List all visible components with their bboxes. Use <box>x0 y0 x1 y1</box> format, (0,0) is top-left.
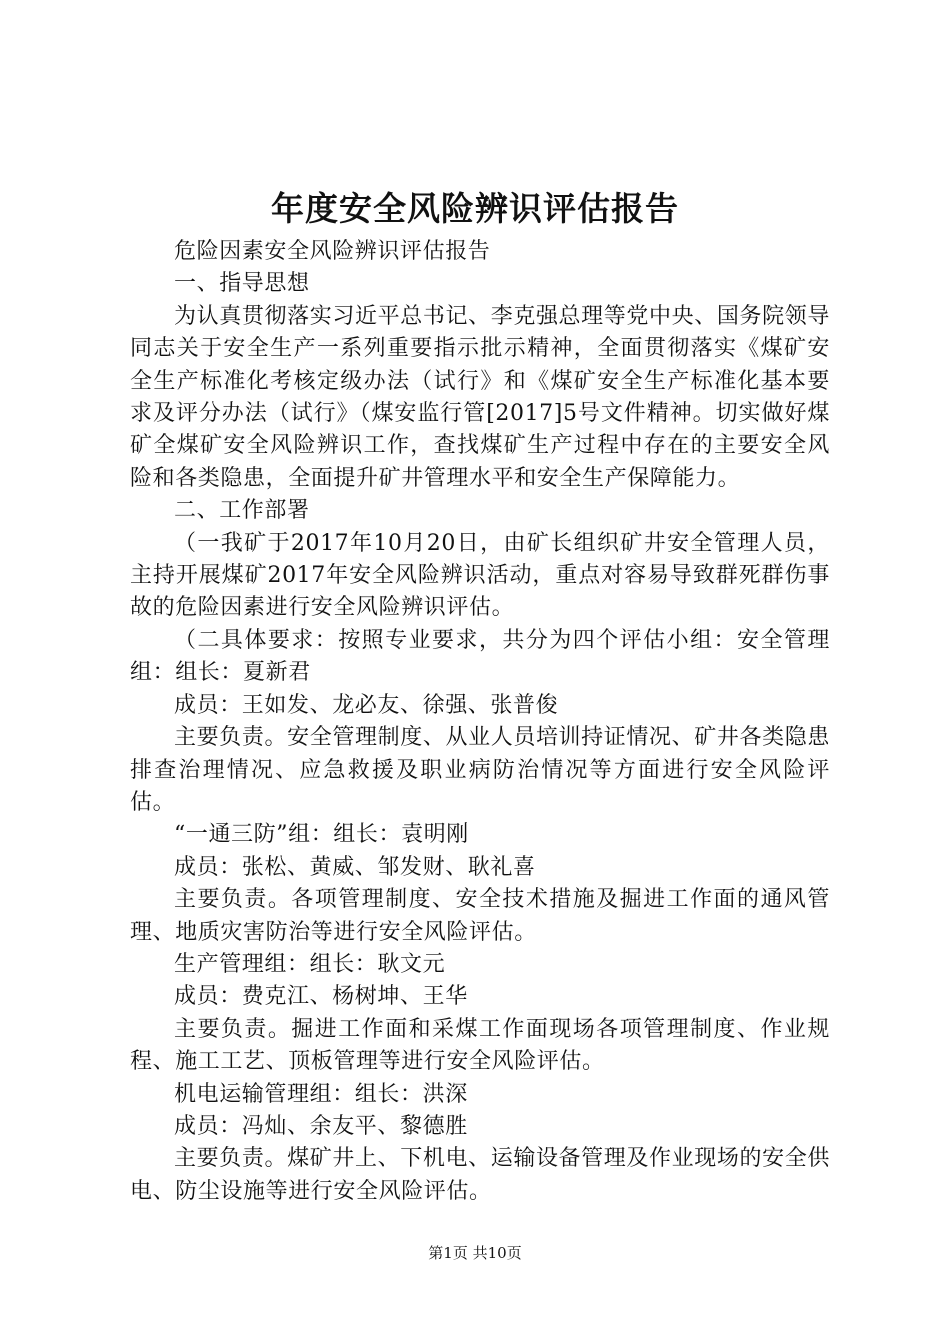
paragraph-guiding-ideology: 为认真贯彻落实习近平总书记、李克强总理等党中央、国务院领导同志关于安全生产一系列重要指示批示精神，全面贯彻落实《煤矿安全生产标准化考核定级办法（试行》和《煤矿安全生产标准化基本要求及评分办法（试行》（煤安监行管[2017]5号文件精神。切实做好煤矿全煤矿安全风险辨识工作，查找煤矿生产过程中存在的主要安全风险和各类隐患，全面提升矿井管理水平和安全生产保障能力。 <box>130 303 830 491</box>
document-body <box>130 236 830 1208</box>
paragraph-production-duties: 主要负责。掘进工作面和采煤工作面现场各项管理制度、作业规程、施工工艺、顶板管理等进行安全风险评估。 <box>130 1016 830 1075</box>
page-number-footer: 第1页 共10页 <box>428 1244 522 1262</box>
section-heading-work-deployment: 二、工作部署 <box>174 498 310 524</box>
paragraph-ventilation-duties: 主要负责。各项管理制度、安全技术措施及掘进工作面的通风管理、地质灾害防治等进行安全风险评估。 <box>130 887 830 945</box>
paragraph-safety-members: 成员：王如发、龙必友、徐强、张普俊 <box>174 692 559 718</box>
paragraph-electromech-group: 机电运输管理组：组长：洪深 <box>174 1081 468 1107</box>
paragraph-safety-duties: 主要负责。安全管理制度、从业人员培训持证情况、矿井各类隐患排查治理情况、应急救援及职业病防治情况等方面进行安全风险评估。 <box>130 725 830 815</box>
paragraph-electromech-duties: 主要负责。煤矿井上、下机电、运输设备管理及作业现场的安全供电、防尘设施等进行安全风险评估。 <box>130 1146 830 1204</box>
paragraph-activity-date: （一我矿于2017年10月20日，由矿长组织矿井安全管理人员，主持开展煤矿2017年安全风险辨识活动，重点对容易导致群死群伤事故的危险因素进行安全风险辨识评估。 <box>130 530 830 621</box>
paragraph-ventilation-members: 成员：张松、黄威、邹发财、耿礼喜 <box>174 854 536 880</box>
paragraph-subtitle: 危险因素安全风险辨识评估报告 <box>174 239 491 264</box>
document-title: 年度安全风险辨识评估报告 <box>271 189 679 228</box>
paragraph-production-members: 成员：费克江、杨树坤、王华 <box>174 984 468 1010</box>
paragraph-electromech-members: 成员：冯灿、余友平、黎德胜 <box>174 1113 468 1139</box>
paragraph-production-group: 生产管理组：组长：耿文元 <box>174 951 446 977</box>
paragraph-requirements: （二具体要求：按照专业要求，共分为四个评估小组：安全管理组：组长：夏新君 <box>130 627 830 686</box>
paragraph-ventilation-group: “一通三防”组：组长：袁明刚 <box>174 822 469 848</box>
section-heading-guiding-ideology: 一、指导思想 <box>174 271 310 297</box>
